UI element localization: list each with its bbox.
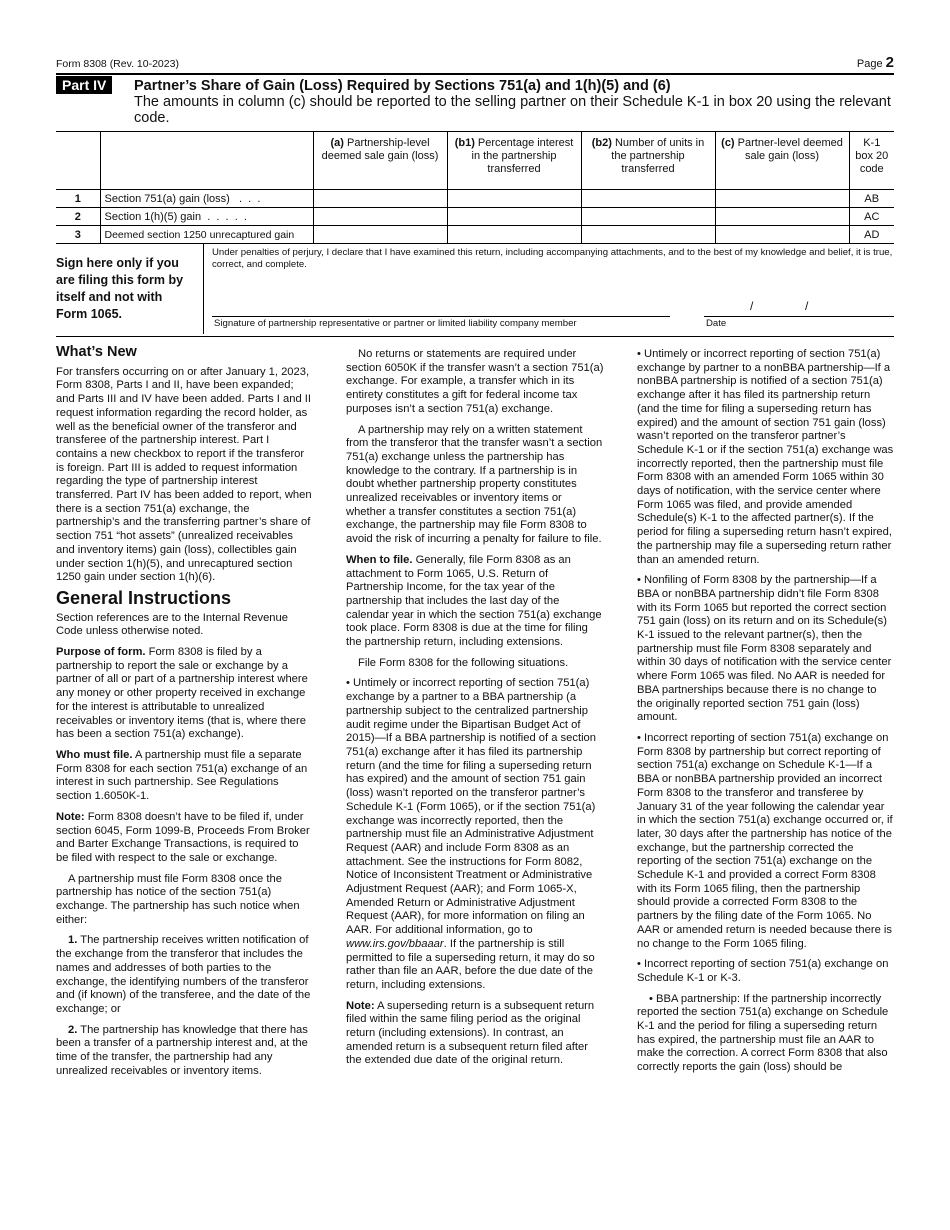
whats-new-heading: What’s New	[56, 344, 137, 360]
sign-bottom-divider	[56, 336, 894, 337]
sign-divider	[203, 244, 204, 334]
paragraph: Who must file. A partnership must file a separate Form 8308 for each section 751(a) exchange of an interest in such partnership. See Regulations section 1.6050K-1.	[56, 748, 308, 803]
cell-input[interactable]	[313, 190, 447, 208]
page-number	[857, 54, 894, 71]
table-row	[56, 208, 894, 226]
paragraph: • Untimely or incorrect reporting of section 751(a) exchange by a partner to a BBA partnership (a partnership subject to the centralized partnership audit regime under the Bipartisan Budget Act of 2015)—If a BBA partnership is notified of a section 751(a) exchange after it has filed its partnership return (and the time for filing a superseding return has expired) and the amount of section 751 gain (loss) wasn’t reported on the transferor partner’s Schedule K-1 (Form 1065), or if the section 751(a) exchange was incorrectly reported, then the partnership must file an Administrative Adjustment Request (AAR) and include Form 8308 as an attachment. See the instructions for Form 8082, Notice of Inconsistent Treatment or Administrative Adjustment Request (AAR); and Form 1065-X, Amended Return or Administrative Adjustment Request (AAR), for more information on filing an AAR. For additional information, go to www.irs.gov/bbaaar. If the partnership is still permitted to file a superseding return, it may do so rather than file an AAR, before the due date of the return, including extensions.	[346, 677, 596, 991]
date-label: Date	[706, 318, 727, 329]
table-header-row	[56, 132, 894, 190]
page-num: 2	[885, 54, 894, 71]
paragraph: • Nonfiling of Form 8308 by the partnership—If a BBA or nonBBA partnership didn’t file Form 8308 with its Form 1065 but reported the correct section 751 gain (loss) on its return and on its Schedule(s) K-1 issued to the relevant partner(s), then the partnership must file Form 8308 separately and within 30 days of notification with the service center where Form 1065 was filed. No AAR is needed for BBA partnerships because there is no change to the originally reported section 751 gain (loss) amount.	[637, 574, 892, 724]
paragraph: A partnership must file Form 8308 once the partnership has notice of the section 751(a) exchange. The partnership has such notice when either:	[56, 872, 300, 926]
paragraph: • BBA partnership: If the partnership incorrectly reported the section 751(a) exchange on Schedule K-1 and the period for filing a superseding return has expired, the partnership must file an AAR to make the correction. A correct Form 8308 that also correctly reports the gain (loss) should be	[637, 992, 889, 1074]
line-label: Section 1(h)(5) gain . . . . .	[100, 208, 313, 226]
paragraph: 1. The partnership receives written notification of the exchange from the transferor that includes the names and addresses of both parties to the exchange, the identifying numbers of the transferor and (if known) of the transferee, and the date of the exchange; or	[56, 934, 311, 1015]
general-instructions-heading: General Instructions	[56, 587, 232, 608]
part-badge: Part IV	[56, 76, 112, 94]
table-row	[56, 226, 894, 244]
cell-input[interactable]	[447, 226, 581, 244]
col-c-header: (c) Partner-level deemed sale gain (loss)	[715, 132, 849, 190]
form-id: Form 8308 (Rev. 10-2023)	[56, 58, 179, 70]
column-2	[346, 348, 604, 1075]
column-3	[637, 348, 895, 1082]
cell-input[interactable]	[715, 190, 849, 208]
sign-here-label: Sign here only if you are filing this form by itself and not with Form 1065.	[56, 256, 184, 321]
k1-code: AB	[849, 190, 894, 208]
paragraph: File Form 8308 for the following situations.	[358, 656, 569, 669]
date-field[interactable]	[704, 316, 894, 317]
perjury-statement: Under penalties of perjury, I declare that I have examined this return, including accompanying attachments, and to the best of my knowledge and belief, it is true, correct, and complete.	[212, 247, 893, 270]
col-k1-header: K-1 box 20 code	[849, 132, 894, 190]
col-b1-header: (b1) Percentage interest in the partnership transferred	[447, 132, 581, 190]
page-label: Page	[856, 58, 883, 70]
paragraph: No returns or statements are required under section 6050K if the transfer wasn’t a section 751(a) exchange. For example, a transfer which in its entirety constitutes a gift for federal income tax purposes isn’t a section 751(a) exchange.	[346, 348, 604, 415]
line-label: Deemed section 1250 unrecaptured gain	[100, 226, 313, 244]
table-row	[56, 190, 894, 208]
k1-code: AC	[849, 208, 894, 226]
line-number: 2	[56, 208, 100, 226]
whats-new-text: For transfers occurring on or after January 1, 2023, Form 8308, Parts I and II, have been expanded; and Parts III and IV have been added. Parts I and II request information regarding the record holder, as well as the beneficial owner of the transferor and transferee of the partnership interest. Part I contains a new checkbox to report if the transferor is foreign. Part III is added to request information regarding the type of partnership interest transferred. Part IV has been added to report, when there is a section 751(a) exchange, the partnership’s and the transferring partner’s share of section 751 “hot assets” (unrealized receivables and inventory items) gain (loss), collectibles gain under section 1(h)(5), and unrecaptured section 1250 gain under section 1(h)(6).	[56, 365, 312, 584]
signature-field[interactable]	[212, 316, 670, 317]
cell-input[interactable]	[581, 208, 715, 226]
col-a-header: (a) Partnership-level deemed sale gain (loss)	[313, 132, 447, 190]
cell-input[interactable]	[715, 226, 849, 244]
paragraph: • Incorrect reporting of section 751(a) exchange on Schedule K-1 or K-3.	[637, 958, 889, 984]
col-b2-header: (b2) Number of units in the partnership transferred	[581, 132, 715, 190]
cell-input[interactable]	[313, 226, 447, 244]
paragraph: When to file. Generally, file Form 8308 as an attachment to Form 1065, U.S. Return of Partnership Income, for the tax year of the partnership that includes the last day of the calendar year in which the section 751(a) exchange took place. Form 8308 is due at the time for filing the partnership return, including extensions.	[346, 553, 602, 649]
top-divider	[56, 73, 894, 75]
cell-input[interactable]	[581, 190, 715, 208]
line-number: 3	[56, 226, 100, 244]
part-subtitle: The amounts in column (c) should be reported to the selling partner on their Schedule K-1 in box 20 using the relevant code.	[134, 94, 891, 126]
gain-table	[56, 131, 894, 244]
paragraph: 2. The partnership has knowledge that there has been a transfer of a partnership interest and, at the time of the transfer, the partnership had any unrealized receivables or inventory items.	[56, 1023, 308, 1077]
paragraph: Purpose of form. Form 8308 is filed by a partnership to report the sale or exchange by a partner of all or part of a partnership interest where any money or other property received in exchange for the interest is attributable to unrealized receivables or inventory items (that is, where there has been a section 751(a) exchange).	[56, 646, 308, 741]
cell-input[interactable]	[447, 190, 581, 208]
date-slash: /	[805, 299, 809, 313]
signature-label: Signature of partnership representative or partner or limited liability company member	[214, 318, 577, 329]
paragraph: Note: A superseding return is a subsequent return filed within the same filing period as the original return (including extensions). In contrast, an amended return is a subsequent return filed after the extended due date of the original return.	[346, 999, 595, 1067]
line-number: 1	[56, 190, 100, 208]
paragraph: Section references are to the Internal Revenue Code unless otherwise noted.	[56, 611, 288, 638]
column-1	[56, 346, 313, 1085]
paragraph: • Incorrect reporting of section 751(a) exchange on Form 8308 by partnership but correct reporting of section 751(a) exchange on Schedule K-1—If a BBA or nonBBA partnership provided an incorrect Form 8308 to the transferor and transferee by January 31 of the year following the calendar year in which the section 751(a) exchange occurred or, if later, 30 days after the partnership has notice of the exchange, but the partnership corrected the reporting of the section 751(a) exchange on the Schedule K-1 and provided a correct Form 8308 with its Form 1065 filing, then the partnership should provide a corrected Form 8308 to the partners by the filing date of the Form 1065. No AAR or amended return is needed because there is no change to the Form 1065 filing.	[637, 731, 893, 950]
paragraph: • Untimely or incorrect reporting of section 751(a) exchange by partner to a nonBBA partnership—If a nonBBA partnership is notified of a section 751(a) exchange after it has filed its partnership return (and the time for filing a superseding return has expired) and the amount of section 751 gain (loss) wasn’t reported on the transferor partner’s Schedule K-1 or if the section 751(a) exchange was incorrectly reported, then the partnership must file Form 8308 with an amended Form 1065 within 30 days of notification, with the service center where Form 1065 was filed, and provide amended Schedule(s) K-1 to the affected partner(s). If the period for filing a superseding return hasn’t expired, the partnership may file a superseding return rather than an amended return.	[637, 348, 894, 566]
cell-input[interactable]	[313, 208, 447, 226]
cell-input[interactable]	[715, 208, 849, 226]
line-label: Section 751(a) gain (loss) . . .	[100, 190, 313, 208]
paragraph: Note: Form 8308 doesn’t have to be filed if, under section 6045, Form 1099-B, Proceeds From Broker and Barter Exchange Transactions, is required to be filed with respect to the sale or exchange.	[56, 810, 310, 864]
irs-link[interactable]: www.irs.gov/bbaaar	[346, 937, 444, 950]
part-title: Partner’s Share of Gain (Loss) Required by Sections 751(a) and 1(h)(5) and (6)	[134, 78, 671, 94]
k1-code: AD	[849, 226, 894, 244]
cell-input[interactable]	[447, 208, 581, 226]
date-slash: /	[750, 299, 754, 313]
cell-input[interactable]	[581, 226, 715, 244]
paragraph: A partnership may rely on a written statement from the transferor that the transfer wasn’t a section 751(a) exchange unless the partnership has knowledge to the contrary. If a partnership is in doubt whether partnership property constitutes unrealized receivables or inventory items or whether a transfer constitutes a section 751(a) exchange, the partnership may file Form 8308 to avoid the risk of incurring a penalty for failure to file.	[346, 423, 603, 546]
